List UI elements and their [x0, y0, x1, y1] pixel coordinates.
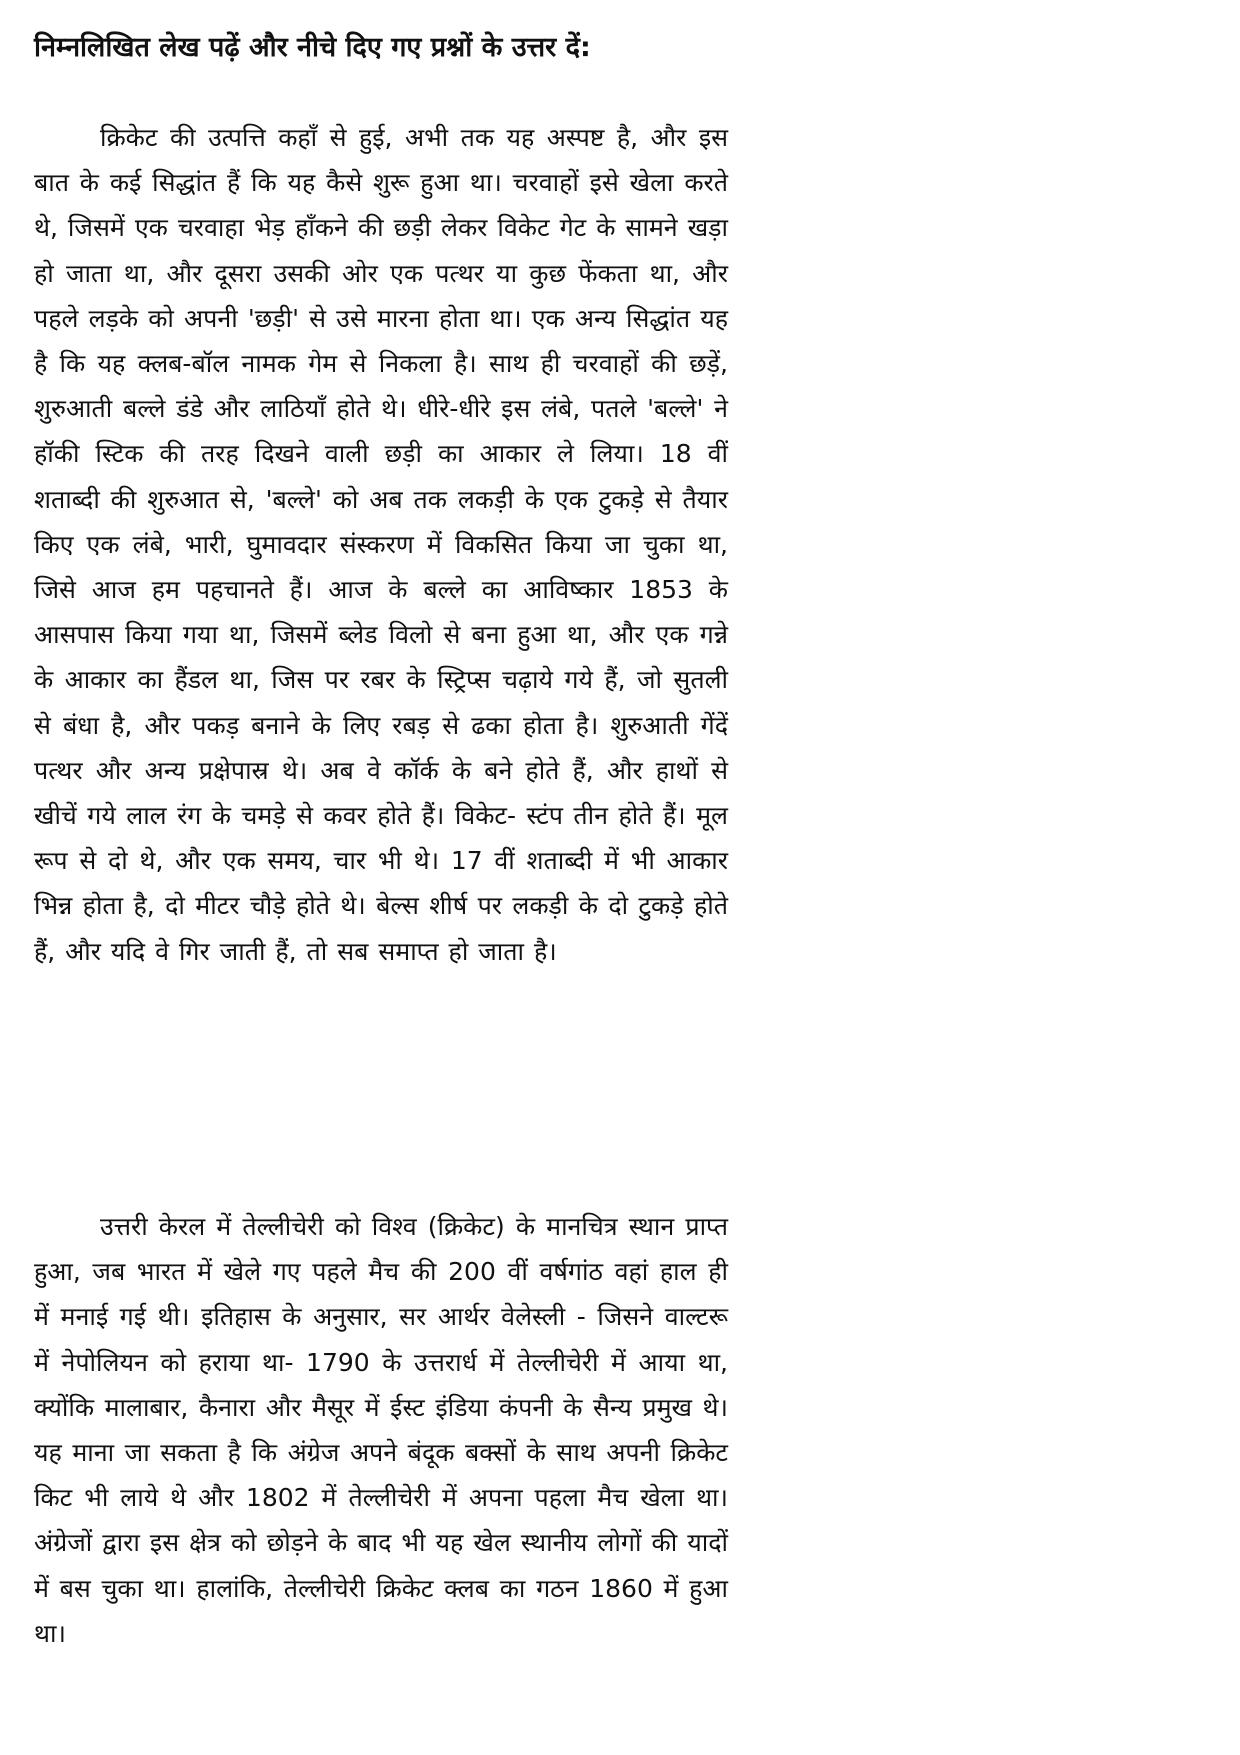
instruction-heading: निम्नलिखित लेख पढ़ें और नीचे दिए गए प्रश्नों के उत्तर दें:	[34, 32, 591, 63]
paragraph-tellicherry-cricket: उत्तरी केरल में तेल्लीचेरी को विश्व (क्रिकेट) के मानचित्र स्थान प्राप्त हुआ, जब भारत में खेले गए पहले मैच की 200 वीं वर्षगांठ वहां हाल ही में मनाई गई थी। इतिहास के अनुसार, सर आर्थर वेलेस्ली - जिसने वाल्टरू में नेपोलियन को हराया था- 1790 के उत्तरार्ध में तेल्लीचेरी में आया था, क्योंकि मालाबार, कैनारा और मैसूर में ईस्ट इंडिया कंपनी के सैन्य प्रमुख थे। यह माना जा सकता है कि अंग्रेज अपने बंदूक बक्सों के साथ अपनी क्रिकेट किट भी लाये थे और 1802 में तेल्लीचेरी में अपना पहला मैच खेला था। अंग्रेजों द्वारा इस क्षेत्र को छोड़ने के बाद भी यह खेल स्थानीय लोगों की यादों में बस चुका था। हालांकि, तेल्लीचेरी क्रिकेट क्लब का गठन 1860 में हुआ था।	[34, 1212, 728, 1648]
paragraph-cricket-origin: क्रिकेट की उत्पत्ति कहाँ से हुई, अभी तक यह अस्पष्ट है, और इस बात के कई सिद्धांत हैं कि यह कैसे शुरू हुआ था। चरवाहों इसे खेला करते थे, जिसमें एक चरवाहा भेड़ हाँकने की छड़ी लेकर विकेट गेट के सामने खड़ा हो जाता था, और दूसरा उसकी ओर एक पत्थर या कुछ फेंकता था, और पहले लड़के को अपनी 'छड़ी' से उसे मारना होता था। एक अन्य सिद्धांत यह है कि यह क्लब-बॉल नामक गेम से निकला है। साथ ही चरवाहों की छड़ें, शुरुआती बल्ले डंडे और लाठियाँ होते थे। धीरे-धीरे इस लंबे, पतले 'बल्ले' ने हॉकी स्टिक की तरह दिखने वाली छड़ी का आकार ले लिया। 18 वीं शताब्दी की शुरुआत से, 'बल्ले' को अब तक लकड़ी के एक टुकड़े से तैयार किए एक लंबे, भारी, घुमावदार संस्करण में विकसित किया जा चुका था, जिसे आज हम पहचानते हैं। आज के बल्ले का आविष्कार 1853 के आसपास किया गया था, जिसमें ब्लेड विलो से बना हुआ था, और एक गन्ने के आकार का हैंडल था, जिस पर रबर के स्ट्रिप्स चढ़ाये गये हैं, जो सुतली से बंधा है, और पकड़ बनाने के लिए रबड़ से ढका होता है। शुरुआती गेंदें पत्थर और अन्य प्रक्षेपास्र थे। अब वे कॉर्क के बने होते हैं, और हाथों से खीचें गये लाल रंग के चमड़े से कवर होते हैं। विकेट- स्टंप तीन होते हैं। मूल रूप से दो थे, और एक समय, चार भी थे। 17 वीं शताब्दी में भी आकार भिन्न होता है, दो मीटर चौड़े होते थे। बेल्स शीर्ष पर लकड़ी के दो टुकड़े होते हैं, और यदि वे गिर जाती हैं, तो सब समाप्त हो जाता है।	[34, 123, 728, 966]
